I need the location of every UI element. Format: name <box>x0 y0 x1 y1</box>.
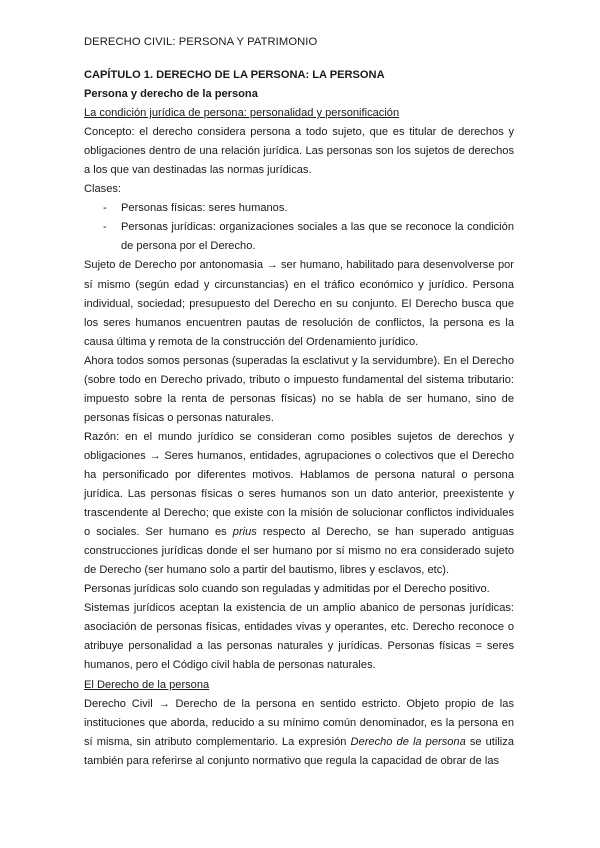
razon-text-part-1: Razón: en el mundo jurídico se consideran como posibles sujetos de derechos y obligaciones → Seres humanos, entidades, agrupaciones o colectivos que el Derecho ha personificado por diferentes motivos. Hablamos de persona natural o persona jurídica. Las personas físicas o seres humanos son un dato anterior, preexistente y trascendente al Derecho; que existe con la misión de solucionar conflictos individuales o sociales. Ser humano es <box>84 430 514 539</box>
document-body <box>84 66 514 771</box>
paragraph-razon <box>84 428 514 580</box>
list-item-text: Personas jurídicas: organizaciones sociales a las que se reconoce la condición de persona por el Derecho. <box>121 221 514 253</box>
running-header: DERECHO CIVIL: PERSONA Y PATRIMONIO <box>84 36 318 48</box>
list-item <box>84 218 514 256</box>
paragraph-personas-juridicas: Personas jurídicas solo cuando son reguladas y admitidas por el Derecho positivo. <box>84 583 490 596</box>
derecho-civil-italic-term: Derecho de la persona <box>350 735 466 748</box>
dash-bullet: - <box>103 202 107 215</box>
clases-list <box>84 199 514 256</box>
paragraph-sujeto-de-derecho: Sujeto de Derecho por antonomasia → ser humano, habilitado para desenvolverse por sí mismo (según edad y circunstancias) en el tráfico económico y jurídico. Persona individual, sociedad; presupuesto del Derecho en su conjunto. El Derecho busca que los seres humanos encuentren pautas de resolución de conflictos, la persona es la causa última y remota de la construcción del Ordenamiento jurídico. <box>84 259 514 348</box>
razon-text-part-2: respecto al Derecho, se han superado antiguas construcciones jurídicas donde el ser humano por sí mismo no era considerado sujeto de Derecho (ser humano solo a partir del bautismo, libres y esclavos, etc). <box>84 526 514 577</box>
section-heading-persona: Persona y derecho de la persona <box>84 88 258 101</box>
derecho-civil-text-part-1: Derecho Civil → Derecho de la persona en sentido estricto. Objeto propio de las instituciones que aborda, reducido a su mínimo común denominador, es la persona en sí misma, sin atributo complementario. La expresión <box>84 697 514 748</box>
subsection-heading-condicion: La condición jurídica de persona: personalidad y personificación <box>84 107 400 120</box>
chapter-title: CAPÍTULO 1. DERECHO DE LA PERSONA: LA PERSONA <box>84 69 385 81</box>
list-item <box>84 199 514 218</box>
list-item-text: Personas físicas: seres humanos. <box>121 202 288 215</box>
paragraph-derecho-civil <box>84 695 514 771</box>
dash-bullet: - <box>103 221 107 234</box>
derecho-civil-text-part-2: se utiliza también para referirse al conjunto normativo que regula la capacidad de obrar de las <box>84 735 514 767</box>
clases-label: Clases: <box>84 183 121 196</box>
subsection-heading-derecho-persona: El Derecho de la persona <box>84 678 210 691</box>
paragraph-ahora-todos: Ahora todos somos personas (superadas la esclativut y la servidumbre). En el Derecho (sobre todo en Derecho privado, tributo o impuesto fundamental del sistema tributario: impuesto sobre la renta de personas físicas) no se habla de ser humano, sino de personas físicas o personas naturales. <box>84 354 514 424</box>
paragraph-sistemas-juridicos: Sistemas jurídicos aceptan la existencia de un amplio abanico de personas jurídicas: asociación de personas físicas, entidades vivas y operantes, etc. Derecho reconoce o atribuye personalidad a las personas naturales y jurídicas. Personas físicas = seres humanos, pero el Código civil habla de personas naturales. <box>84 602 514 672</box>
paragraph-concepto: Concepto: el derecho considera persona a todo sujeto, que es titular de derechos y obligaciones dentro de una relación jurídica. Las personas son los sujetos de derechos a los que van destinadas las normas jurídicas. <box>84 126 514 177</box>
razon-italic-term: prius <box>232 526 257 539</box>
